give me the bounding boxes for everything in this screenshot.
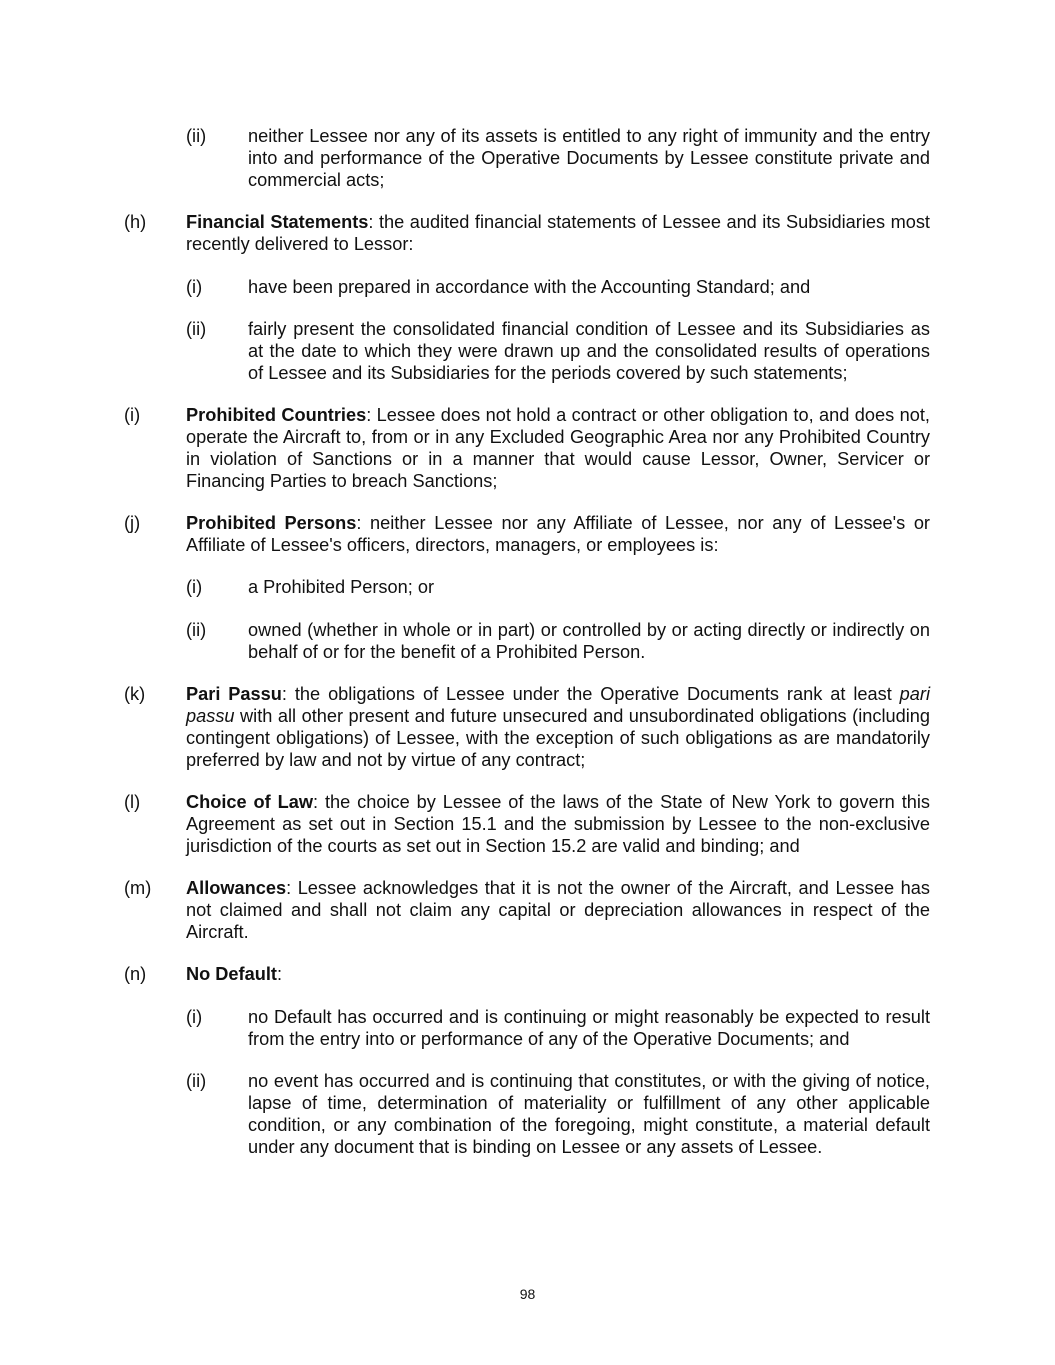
clause-j (124, 512, 930, 556)
clause-text: no Default has occurred and is continuing or might reasonably be expected to result from the entry into or performance of any of the Operative Documents; and (248, 1007, 930, 1049)
clause-label: (i) (186, 277, 203, 297)
clause-text: : the audited financial statements of Lessee and its Subsidiaries most recently delivered to Lessor: (186, 212, 930, 254)
clause-text: : the choice by Lessee of the laws of the State of New York to govern this Agreement as set out in Section 15.1 and the submission by Lessee to the non-exclusive jurisdiction of the courts as set out in Section 15.2 are valid and binding; and (186, 792, 930, 856)
clause-n-ii (186, 1070, 930, 1158)
clause-heading: Choice of Law (186, 792, 313, 812)
clause-label: (ii) (186, 620, 207, 640)
clause-heading: Prohibited Persons (186, 513, 357, 533)
clause-body (186, 512, 930, 556)
clause-label: (i) (186, 1007, 203, 1027)
clause-body (186, 211, 930, 255)
clause-label: (h) (124, 212, 147, 232)
clause-n (124, 963, 930, 985)
clause-label: (i) (186, 577, 203, 597)
clause-heading: Financial Statements (186, 212, 369, 232)
clause-text: : the obligations of Lessee under the Operative Documents rank at least (281, 684, 900, 704)
clause-heading: Pari Passu (186, 684, 282, 704)
clause-label: (k) (124, 684, 146, 704)
clause-m (124, 877, 930, 943)
clause-text: : neither Lessee nor any Affiliate of Lessee, nor any of Lessee's or Affiliate of Lessee's officers, directors, managers, or employees is: (186, 513, 930, 555)
page-number: 98 (519, 1286, 536, 1302)
clause-k (124, 683, 930, 771)
clause-j-ii (186, 619, 930, 663)
clause-g-ii (186, 125, 930, 191)
clause-text: fairly present the consolidated financial condition of Lessee and its Subsidiaries as at the date to which they were drawn up and the consolidated results of operations of Lessee and its Subsidiaries for the periods covered by such statements; (248, 319, 930, 383)
clause-heading: No Default (186, 964, 277, 984)
clause-body (186, 877, 930, 943)
clause-label: (l) (124, 792, 141, 812)
clause-heading: Prohibited Countries (186, 405, 367, 425)
clause-n-i (186, 1006, 930, 1050)
clause-text: a Prohibited Person; or (248, 577, 435, 597)
clause-body (186, 963, 930, 985)
clause-body (186, 683, 930, 771)
clause-label: (m) (124, 878, 152, 898)
clause-h (124, 211, 930, 255)
clause-i (124, 404, 930, 492)
clause-label: (j) (124, 513, 141, 533)
clause-text: have been prepared in accordance with the Accounting Standard; and (248, 277, 811, 297)
clause-text: : Lessee acknowledges that it is not the owner of the Aircraft, and Lessee has not claimed and shall not claim any capital or depreciation allowances in respect of the Aircraft. (186, 878, 930, 942)
clause-text: : Lessee does not hold a contract or other obligation to, and does not, operate the Aircraft to, from or in any Excluded Geographic Area nor any Prohibited Country in violation of Sanctions or in a manner that would cause Lessor, Owner, Servicer or Financing Parties to breach Sanctions; (186, 405, 930, 491)
clause-text: with all other present and future unsecured and unsubordinated obligations (including contingent obligations) of Lessee, with the exception of such obligations as are mandatorily preferred by law and not by virtue of any contract; (186, 706, 930, 770)
clause-text: neither Lessee nor any of its assets is entitled to any right of immunity and the entry into and performance of the Operative Documents by Lessee constitute private and commercial acts; (248, 126, 930, 190)
clause-j-i (186, 576, 930, 598)
clause-text: owned (whether in whole or in part) or controlled by or acting directly or indirectly on behalf of or for the benefit of a Prohibited Person. (248, 620, 930, 662)
clause-l (124, 791, 930, 857)
clause-h-i (186, 276, 930, 298)
clause-label: (ii) (186, 319, 207, 339)
clause-text: no event has occurred and is continuing that constitutes, or with the giving of notice, lapse of time, determination of materiality or fulfillment of any other applicable condition, or any combination of the foregoing, might constitute, a material default under any document that is binding on Lessee or any assets of Lessee. (248, 1071, 930, 1157)
clause-label: (ii) (186, 126, 207, 146)
clause-label: (n) (124, 964, 147, 984)
clause-heading: Allowances (186, 878, 287, 898)
clause-body (186, 404, 930, 492)
clause-label: (ii) (186, 1071, 207, 1091)
clause-h-ii (186, 318, 930, 384)
clause-label: (i) (124, 405, 141, 425)
clause-body (186, 791, 930, 857)
clause-italic-term: pari passu (186, 684, 930, 726)
clause-text: : (276, 964, 282, 984)
